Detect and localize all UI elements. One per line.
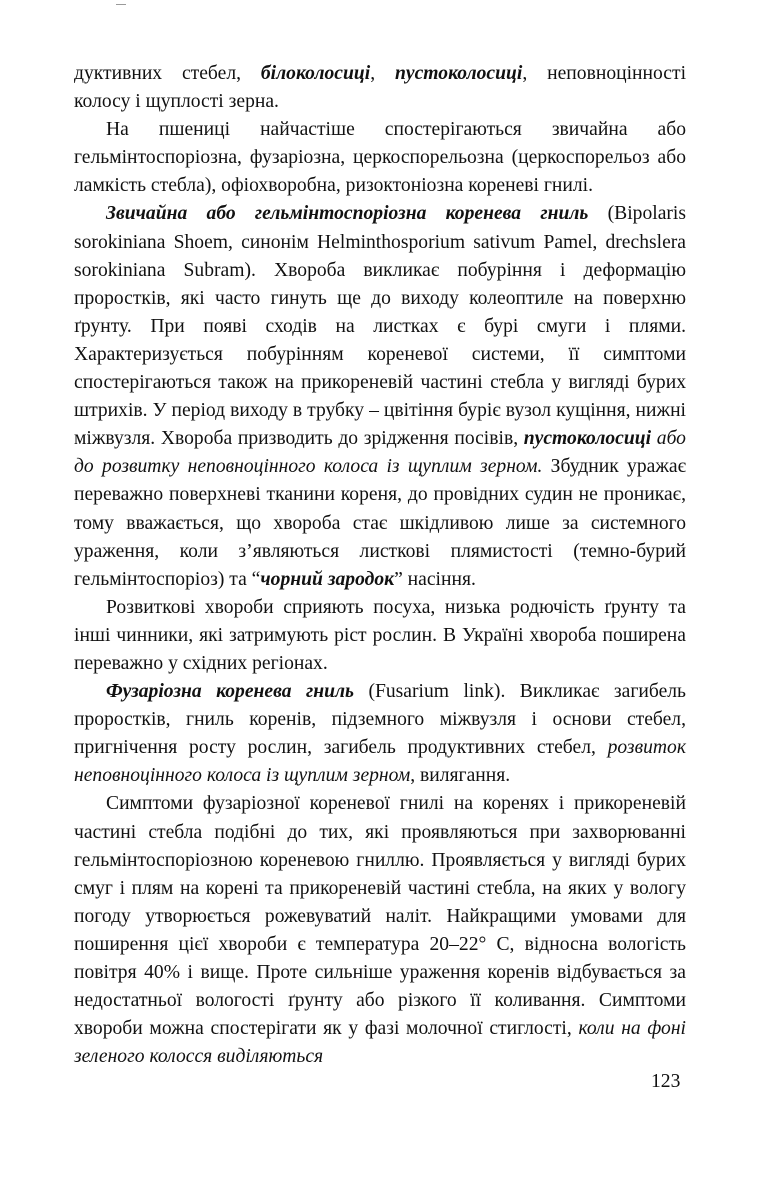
bold-italic-term: пустоколосиці xyxy=(395,63,523,84)
paragraph xyxy=(74,678,686,790)
text-run: дуктивних стебел, xyxy=(74,63,261,84)
text-run: ” насіння. xyxy=(394,568,476,590)
italic-phrase: розвиток неповноцінного колоса із щуплим зерном xyxy=(74,737,686,787)
page-edge-mark xyxy=(116,4,126,5)
bold-italic-term: пустоколосиці xyxy=(523,428,652,450)
bold-italic-term: білоколосиці xyxy=(260,63,371,84)
italic-phrase: або до розвитку неповноцінного колоса із щуплим зерном. xyxy=(74,428,686,478)
bold-italic-term: Звичайна або гельмінтоспоріозна коренева гниль xyxy=(106,203,589,225)
paragraph xyxy=(74,60,686,116)
text-run: , неповноцінності колосу і щуплості зерна. xyxy=(74,63,687,113)
paragraph xyxy=(74,790,686,1071)
text-run: , xyxy=(370,63,395,84)
paragraph xyxy=(74,594,686,678)
paragraph xyxy=(74,116,686,200)
text-run: (Bipolaris sorokiniana Shoem, синонім Helminthosporium sativum Pamel, drechslera sorokiniana Subram). Хвороба викликає побуріння і деформацію проростків, які часто гинуть ще до виходу колеоптиле на поверхню ґрунту. При появі сходів на листках є бурі смуги і плями. Характеризується побурінням кореневої системи, її симптоми спостерігаються також на прикореневій частині стебла у вигляді бурих штрихів. У період виходу в трубку – цвітіння буріє вузол кущіння, нижні міжвузля. Хвороба призводить до зрідження посівів, xyxy=(74,203,686,450)
text-run: , вилягання. xyxy=(410,765,511,787)
text-run: На пшениці найчастіше спостерігаються звичайна або гельмінтоспоріозна, фузаріозна, церкоспорельозна (церкоспорельоз або ламкість стебла), офіохворобна, ризоктоніозна кореневі гнилі. xyxy=(74,119,686,197)
text-run: (Fusarium link). Викликає загибель проростків, гниль коренів, підземного міжвузля і основи стебел, пригнічення росту рослин, загибель продуктивних стебел, xyxy=(74,681,686,759)
page-text-body xyxy=(74,60,686,1071)
page-number: 123 xyxy=(651,1071,681,1092)
bold-italic-term: чорний зародок xyxy=(260,568,395,590)
italic-phrase: коли на фоні зеленого колосся виділяються xyxy=(74,1018,686,1068)
bold-italic-term: Фузаріозна коренева гниль xyxy=(106,681,355,703)
paragraph xyxy=(74,200,686,593)
text-run: Збудник уражає переважно поверхневі тканини кореня, до провідних судин не проникає, тому вважається, що хвороба стає шкідливою лише за системного ураження, коли з’являються листкові плямистості (темно-бурий гельмінтоспоріоз) та “ xyxy=(74,456,686,590)
text-run: Розвиткові хвороби сприяють посуха, низька родючість ґрунту та інші чинники, які затримують ріст рослин. В Україні хвороба поширена переважно у східних регіонах. xyxy=(74,596,686,674)
text-run: Симптоми фузаріозної кореневої гнилі на коренях і прикореневій частині стебла подібні до тих, які проявляються при захворюванні гельмінтоспоріозною кореневою гниллю. Проявляється у вигляді бурих смуг і плям на корені та прикореневій частині стебла, на яких у вологу погоду утворюється рожевуватий наліт. Найкращими умовами для поширення цієї хвороби є температура 20–22° С, відносна вологість повітря 40% і вище. Проте сильніше ураження коренів відбувається за недостатньої вологості ґрунту або різкого її коливання. Симптоми хвороби можна спостерігати як у фазі молочної стиглості, xyxy=(74,793,686,1040)
